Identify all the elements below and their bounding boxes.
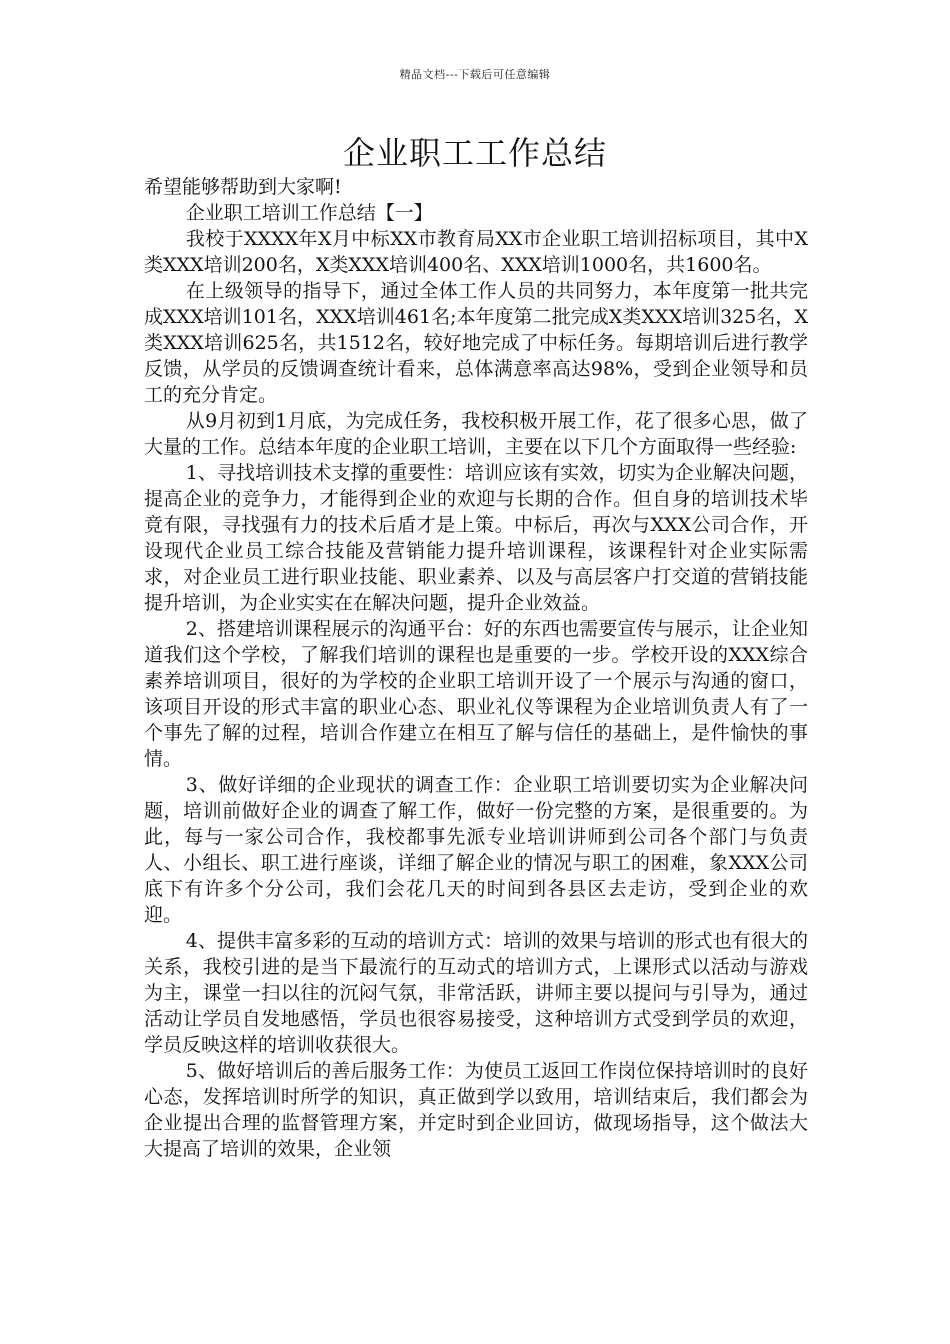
paragraph-point-3: 3、做好详细的企业现状的调查工作：企业职工培训要切实为企业解决问题，培训前做好企业的调查了解工作，做好一份完整的方案，是很重要的。为此，每与一家公司合作，我校都事先派专业培训讲师到公司各个部门与负责人、小组长、职工进行座谈，详细了解企业的情况与职工的困难，象XXX公司底下有许多个分公司，我们会花几天的时间到各县区去走访，受到企业的欢迎。 bbox=[144, 774, 808, 926]
paragraph-point-1: 1、寻找培训技术支撑的重要性：培训应该有实效，切实为企业解决问题，提高企业的竞争力，才能得到企业的欢迎与长期的合作。但自身的培训技术毕竟有限，寻找强有力的技术后盾才是上策。中标后，再次与XXX公司合作，开设现代企业员工综合技能及营销能力提升培训课程，该课程针对企业实际需求，对企业员工进行职业技能、职业素养、以及与高层客户打交道的营销技能提升培训，为企业实实在在解决问题，提升企业效益。 bbox=[144, 462, 808, 614]
paragraph-intro: 我校于XXXX年X月中标XX市教育局XX市企业职工培训招标项目，其中X类XXX培训200名，X类XXX培训400名、XXX培训1000名，共1600名。 bbox=[144, 228, 808, 276]
document-body bbox=[144, 174, 808, 1162]
document-title: 企业职工工作总结 bbox=[342, 134, 607, 172]
paragraph-results: 在上级领导的指导下，通过全体工作人员的共同努力，本年度第一批共完成XXX培训101名，XXX培训461名;本年度第二批完成X类XXX培训325名，X类XXX培训625名，共1512名，较好地完成了中标任务。每期培训后进行教学反馈，从学员的反馈调查统计看来，总体满意率高达98%，受到企业领导和员工的充分肯定。 bbox=[144, 280, 808, 406]
paragraph-experience-intro: 从9月初到1月底，为完成任务，我校积极开展工作，花了很多心思，做了大量的工作。总结本年度的企业职工培训，主要在以下几个方面取得一些经验: bbox=[144, 410, 808, 458]
greeting-line: 希望能够帮助到大家啊! bbox=[144, 176, 342, 198]
paragraph-point-2: 2、搭建培训课程展示的沟通平台：好的东西也需要宣传与展示，让企业知道我们这个学校，了解我们培训的课程也是重要的一步。学校开设的XXX综合素养培训项目，很好的为学校的企业职工培训开设了一个展示与沟通的窗口，该项目开设的形式丰富的职业心态、职业礼仪等课程为企业培训负责人有了一个事先了解的过程，培训合作建立在相互了解与信任的基础上，是件愉快的事情。 bbox=[144, 618, 808, 770]
page-header-note: 精品文档---下载后可任意编辑 bbox=[399, 68, 551, 81]
paragraph-point-5: 5、做好培训后的善后服务工作：为使员工返回工作岗位保持培训时的良好心态，发挥培训时所学的知识，真正做到学以致用，培训结束后，我们都会为企业提出合理的监督管理方案，并定时到企业回访，做现场指导，这个做法大大提高了培训的效果，企业领 bbox=[144, 1060, 808, 1160]
paragraph-point-4: 4、提供丰富多彩的互动的培训方式：培训的效果与培训的形式也有很大的关系，我校引进的是当下最流行的互动式的培训方式，上课形式以活动与游戏为主，课堂一扫以往的沉闷气氛，非常活跃，讲师主要以提问与引导为，通过活动让学员自发地感悟，学员也很容易接受，这种培训方式受到学员的欢迎，学员反映这样的培训收获很大。 bbox=[144, 930, 808, 1056]
section-heading: 企业职工培训工作总结【一】 bbox=[185, 202, 433, 224]
